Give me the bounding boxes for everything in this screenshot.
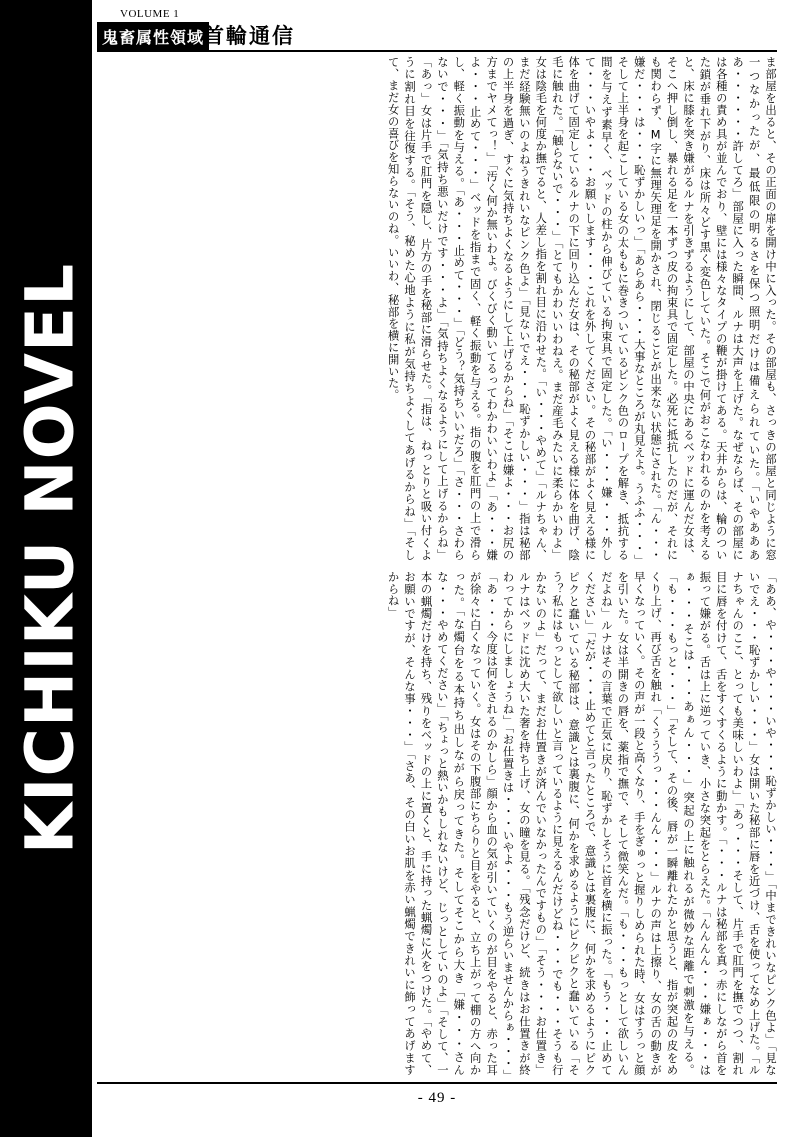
page-title: 首輪通信 [203, 24, 295, 48]
side-banner-band [0, 0, 92, 1137]
text-column-upper: ま部屋を出ると、その正面の扉を開け中に入った。その部屋も、さっきの部屋と同じように窓一つなかったが、最低限の明るさを保つ照明だけは備えられていた。「いやああああ・・・・・・許してろ」部屋に入った瞬間、ルナは大声を上げた。なぜならば、その部屋には各種の責め具が並んでおり、壁には様々なタイプの鞭が掛けてある。天井からは、輪のついた鎖が垂れ下がり、床は所々どす黒く変色していた。そこで何がおこなわれるのかを考えると、床に膝を突き嫌がるルナを引きずるようにして、部屋の中央にあるベッドに運んだ女は、そこへ押し倒し、暴れる足を一本ずつ皮の拘束具で固定した。必死に抵抗したのだが、それにも関わらず、M字に無理矢理足を開かされ、閉じることが出来ない状態にされた。「ん・・・嫌だ・・・は・・・恥ずかしいっ」「あらあら・・・大事なところが丸見えよ。うふふ・・・」そして上半身を起こしている女の太ももに巻きついているピンク色のロープを解き、抵抗する間を与えず素早く、ベッドの柱から伸びている拘束具で固定した。「い・・・嫌・・・外して・・・いやよ・・・お願いします・・・これを外してください。その秘部がよく見える様に体を曲げて固定しているルナの下に回り込んだ女は、その秘部がよく見える様に体を曲げ、陰毛に触れた。「触らないで・・・」「とてもかわいいわねえ。まだ産毛みたいに柔らかいわよ」女は陰毛を何度か撫でると、人差し指を割れ目に沿わせた。「い・・・やめて」「ルナちゃん、まだ経験無いのよねうきれいなピンク色よ」「見ないでえ・・・恥ずかしい・・・」指は秘部の上半身を過ぎ、すぐに気持ちよくなるようにして上げるからね」「そこは嫌よ・・・お尻の方までヤメてっ！」「汚く何か無いわよ。びくびく動いてるってわかわいいわよ」「あ・・・嫌よ・・・止めて・・・」ベッドを指まで固く、軽く振動を与える。指の腹を肛門の上で滑らし、軽く振動を与える。「あ・・・止めて・・・」「どう？気持ちいいだろ」「さ・・・さわらないで・・・」「気持ち悪いだけです・・・よ」「気持ちよくなるようにして上げるからね」「あっ」女は片手で肛門を隠し、片方の手を秘部に滑らせた。「指は、ねっとりと吸い付くように割れ目を往復する。「そう、秘めた心地ように私が気持ちよくしてあげるからね」「そして、まだ女の喜びを知らないのね。いいわ、秘部を横に開いた。 [386, 56, 777, 561]
volume-label: VOLUME 1 [120, 8, 180, 20]
genre-tag: 鬼畜属性領域 [97, 22, 209, 52]
side-banner-title: KICHIKU NOVEL [11, 262, 89, 855]
body-text-area [100, 56, 778, 1076]
page-header [95, 8, 795, 56]
footer-rule [97, 1082, 777, 1084]
header-rule [97, 50, 777, 52]
page-number: - 49 - [417, 1090, 457, 1106]
text-column-lower-right: 「ああ、や・・・や・・・いや・・・恥ずかしい・・・」「中まできれいなピンク色よ」「見ないでえ・・・恥ずかしい・・・」女は開いた秘部に唇を近づけ、舌を使ってなめ上げた。「ルナちゃんのここ、とっても美味しいわよ」「あっ・・・そして、片手で肛門を撫でつつ、割れ目に唇を付けて、舌をすくすくるように動かす。「・・・ルナは秘部を真っ赤にしながら首を振って嫌がる。舌は上に逆っていき、小さな突起をとらえた。「んんんん・・・嫌ぁ・・・はぁ・・・そこは・・・あぁん・・・」突起の上に触れるが微妙な距離で刺激を与える。「も・・・もっと・・・」「そして、その後、唇が一瞬離れたかと思うと、指が突起の皮をめくり上げ、再び舌を触れ「くうううっ・・・んん・・・」ルナの声は上擦り、女の舌の動きが早くなっていく。その声が一段と高くなり、手をぎゅっと握りしめられた時、女はすうっと顔を引いた。女は半開きの唇を、薬指で撫で、そして微笑んだ。「も・・・もっとして欲しいんだよね」ルナはその言葉で正気に戻り、恥ずかしそうに首を横に振った。「もう・・・止めてください」「だが・・・止めてと言ったところで、意識とは裏腹に、何かを求めるようにピクピクと蠢いている秘部は、意識とは裏腹に、何かを求めるようにピクピクと蠢いている「そう？私にはもっとして欲しいと言っているように見えるんだけどね・・・でも・・・そうも行かないのよ」だって、まだお仕置きが済んでいなかったんですもの」「そう・・・お仕置き」ルナはベッドに沈め大いた奢を持ち上げ、女の瞳を見る。「残念だけど、続きはお仕置きが終わってからにしましょうね」「お仕置きは・・・いやよ・・・もう逆らいませんからぁ・・・」「あ・・・今度は何をされるのかしら」顔から血の気が引いていくのが目をやると、赤った耳が徐々に白くなっていく。女はその下腹部にちらりと目をやると、立ち上がって棚の方へ向かった。「な燭台をる本持ち出しながら戻ってきた。そしてそこから大き「嫌・・・さんな・・・やめてください」「ちょっと熱いかもしれないけど、じっとしていのよ」「そして、一本の蝋燭だけを持ち、残りをベッドの上に置くと、手に持った蝋燭に火をつけた。「やめて、お願いですが、そんな事・・・」「さあ、その白いお肌を赤い蝋燭できれいに飾ってあげますからね」 [386, 571, 777, 1076]
